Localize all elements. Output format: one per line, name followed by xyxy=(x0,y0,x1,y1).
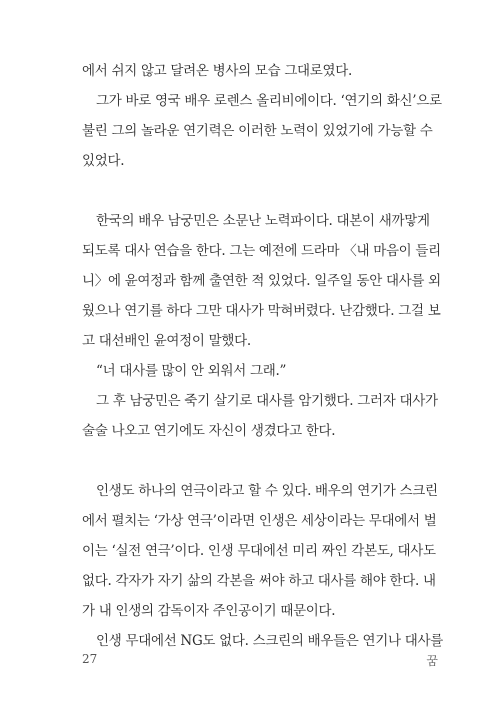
section-title: 꿈 xyxy=(426,654,438,668)
text-line: 있었다. xyxy=(82,153,125,169)
paragraph xyxy=(82,86,442,176)
page-number: 27 xyxy=(82,652,98,666)
text-line: 에서 쉬지 않고 달려온 병사의 모습 그대로였다. xyxy=(82,63,353,79)
text-line: 고 대선배인 윤여정이 말했다. xyxy=(82,333,251,349)
text-line: 가 내 인생의 감독이자 주인공이기 때문이다. xyxy=(82,603,336,619)
body-text xyxy=(82,56,443,656)
paragraph xyxy=(82,56,438,86)
paragraph xyxy=(82,356,438,386)
paragraph xyxy=(82,206,441,356)
paragraph xyxy=(82,386,438,446)
text-line: 인생도 하나의 연극이라고 할 수 있다. 배우의 연기가 스크린 xyxy=(96,483,438,499)
text-line: 술술 나오고 연기에도 자신이 생겼다고 한다. xyxy=(82,423,336,439)
text-line: 이는 ‘실전 연극’이다. 인생 무대에선 미리 짜인 각본도, 대사도 xyxy=(82,543,436,559)
text-line: 그가 바로 영국 배우 로렌스 올리비에이다. ‘연기의 화신’으로 xyxy=(96,93,442,109)
section-break xyxy=(82,446,438,476)
text-line: 니〉에 윤여정과 함께 출연한 적 있었다. 일주일 동안 대사를 외 xyxy=(82,273,441,289)
section-break xyxy=(82,176,438,206)
text-line: 없다. 각자가 자기 삶의 각본을 써야 하고 대사를 해야 한다. 내 xyxy=(82,573,436,589)
text-line: 인생 무대에선 NG도 없다. 스크린의 배우들은 연기나 대사를 xyxy=(96,633,443,649)
text-line: 그 후 남궁민은 죽기 살기로 대사를 암기했다. 그러자 대사가 xyxy=(96,393,438,409)
page-footer xyxy=(82,652,438,669)
text-line: 웠으나 연기를 하다 그만 대사가 막혀버렸다. 난감했다. 그걸 보 xyxy=(82,303,441,319)
text-line: 되도록 대사 연습을 한다. 그는 예전에 드라마 〈내 마음이 들리 xyxy=(82,243,441,259)
paragraph xyxy=(82,476,438,626)
text-line: 불린 그의 놀라운 연기력은 이러한 노력이 있었기에 가능할 수 xyxy=(82,123,433,139)
text-line: 한국의 배우 남궁민은 소문난 노력파이다. 대본이 새까맣게 xyxy=(96,213,430,229)
text-line: 에서 펼치는 ‘가상 연극’이라면 인생은 세상이라는 무대에서 벌 xyxy=(82,513,437,529)
quote-line: “너 대사를 많이 안 외워서 그래.” xyxy=(96,363,287,379)
